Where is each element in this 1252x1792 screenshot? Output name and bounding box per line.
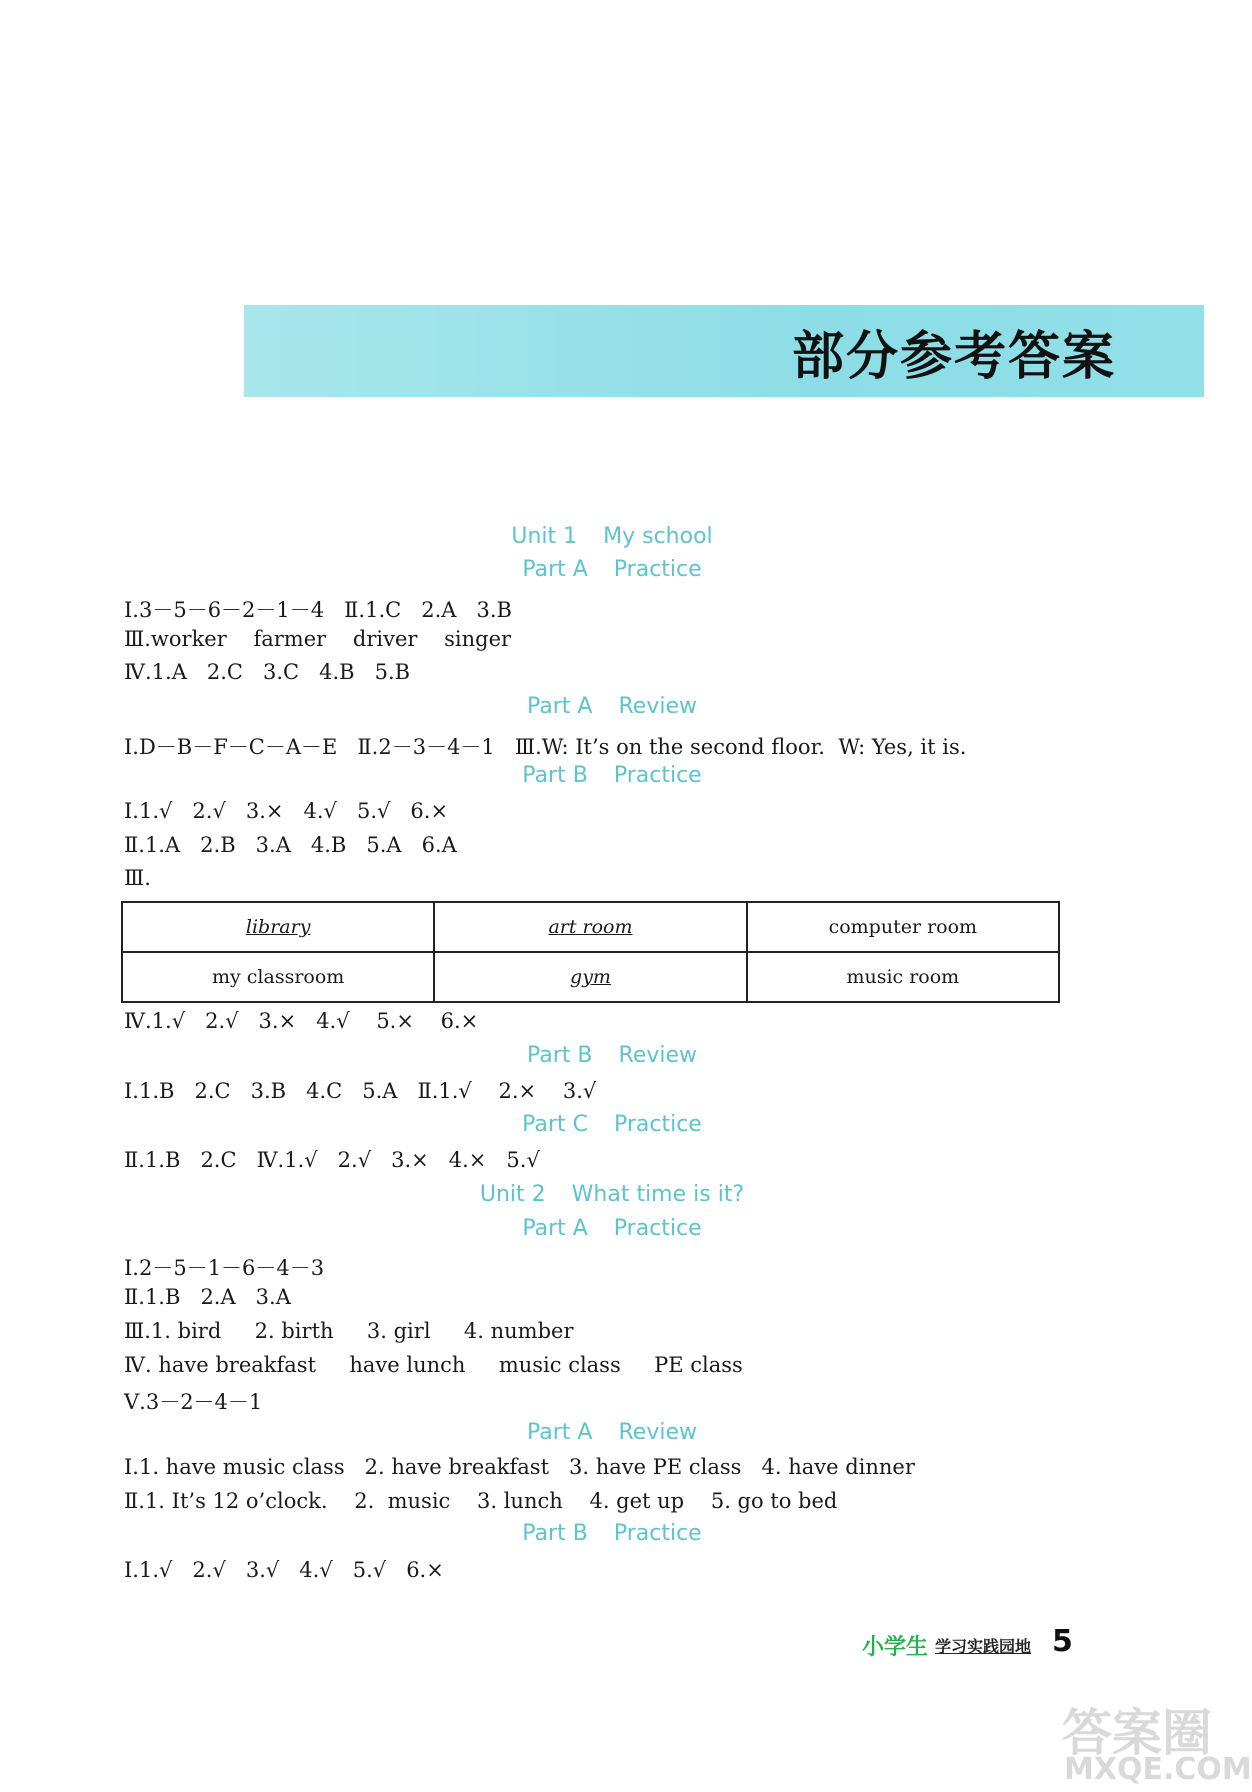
page-number: 5 (1052, 1624, 1073, 1659)
answer-line: Ⅱ.1. It’s 12 o’clock. 2. music 3. lunch 4. get up 5. go to bed (124, 1489, 838, 1513)
answer-line: Ⅲ.1. bird 2. birth 3. girl 4. number (124, 1319, 574, 1343)
answer-line: Ⅱ.1.A 2.B 3.A 4.B 5.A 6.A (124, 833, 457, 857)
footer-subtitle: 学习实践园地 (935, 1637, 1032, 1656)
answer-line: Ⅱ.1.B 2.C Ⅳ.1.√ 2.√ 3.× 4.× 5.√ (124, 1148, 540, 1172)
answer-line: Ⅲ.worker farmer driver singer (124, 627, 512, 651)
table-row (122, 952, 1059, 1002)
section-heading: Part A Practice (522, 1216, 702, 1241)
watermark-url: MXQE.COM (1064, 1752, 1252, 1787)
answer-line: Ⅲ. (124, 866, 151, 890)
answer-line: Ⅳ. have breakfast have lunch music class PE class (124, 1353, 743, 1377)
table-cell: computer room (747, 902, 1059, 952)
table-cell: music room (747, 952, 1059, 1002)
section-heading: Part C Practice (522, 1112, 702, 1137)
section-heading: Part A Practice (522, 557, 702, 582)
answer-line: Ⅳ.1.A 2.C 3.C 4.B 5.B (124, 660, 411, 684)
watermark-logo: 答案圈 (1062, 1704, 1212, 1762)
table-cell: my classroom (122, 952, 434, 1002)
unit-heading: Unit 2 What time is it? (479, 1182, 745, 1207)
table-cell: art room (434, 902, 746, 952)
table-cell: library (122, 902, 434, 952)
vocab-table (121, 901, 1060, 1003)
answer-line: Ⅰ.1.√ 2.√ 3.× 4.√ 5.√ 6.× (124, 799, 449, 823)
answer-line: Ⅳ.1.√ 2.√ 3.× 4.√ 5.× 6.× (124, 1009, 479, 1033)
answer-line: Ⅴ.3－2－4－1 (124, 1390, 263, 1414)
unit-heading: Unit 1 My school (511, 524, 713, 549)
section-heading: Part B Practice (522, 1521, 702, 1546)
page-title: 部分参考答案 (792, 327, 1117, 387)
answer-line: Ⅱ.1.B 2.A 3.A (124, 1285, 291, 1309)
answer-line: Ⅰ.1.B 2.C 3.B 4.C 5.A Ⅱ.1.√ 2.× 3.√ (124, 1079, 597, 1103)
footer-brand: 小学生 (862, 1635, 929, 1660)
section-heading: Part B Review (526, 1043, 698, 1068)
section-heading: Part B Practice (522, 763, 702, 788)
table-row (122, 902, 1059, 952)
section-heading: Part A Review (527, 694, 697, 719)
table-cell: gym (434, 952, 746, 1002)
section-heading: Part A Review (527, 1420, 697, 1445)
answer-line: Ⅰ.3－5－6－2－1－4 Ⅱ.1.C 2.A 3.B (124, 598, 512, 622)
answer-line: Ⅰ.1.√ 2.√ 3.√ 4.√ 5.√ 6.× (124, 1558, 444, 1582)
answer-line: Ⅰ.1. have music class 2. have breakfast 3. have PE class 4. have dinner (124, 1455, 915, 1479)
answer-line: Ⅰ.D－B－F－C－A－E Ⅱ.2－3－4－1 Ⅲ.W: It’s on the second floor. W: Yes, it is. (124, 735, 967, 759)
answer-line: Ⅰ.2－5－1－6－4－3 (124, 1256, 325, 1280)
